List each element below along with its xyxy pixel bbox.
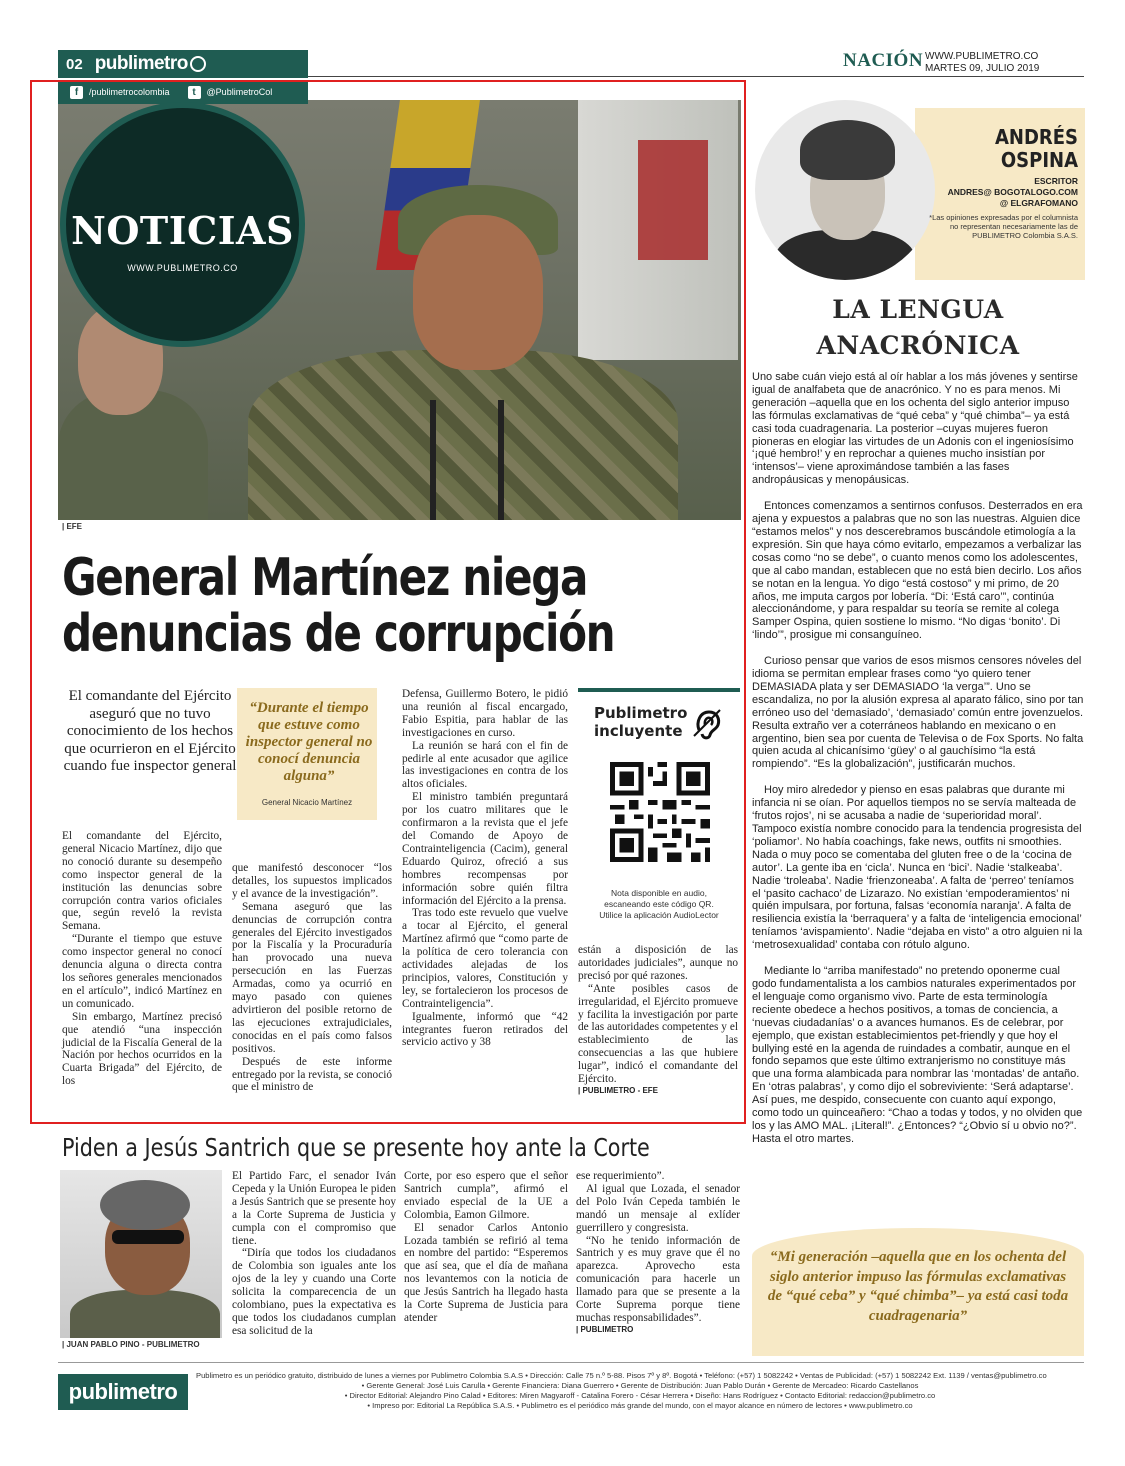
- paragraph: Defensa, Guillermo Botero, le pidió una reunión al fiscal encargado, Fabio Espitia, para hablar de las investigaciones en curso.: [402, 688, 568, 739]
- paragraph: Corte, por eso espero que el señor Santrich cumpla”, afirmó el enviado especial de la UE a Colombia, Eamon Gilmore.: [404, 1170, 568, 1221]
- article-deck: El comandante del Ejército aseguró que no tuvo conocimiento de los hechos que ocurrieron en el Ejército cuando fue inspector general: [63, 688, 237, 774]
- paragraph: “Durante el tiempo que estuve como inspector general no conocí denuncia alguna o directa contra los señores generales mencionados en el artículo”, indicó Martínez en un comunicado.: [62, 933, 222, 1010]
- site-and-date: [925, 51, 1039, 75]
- paragraph: Curioso pensar que varios de esos mismos censores nóveles del idioma se permitan emplear frases como “yo quiero tener DEMASIADA plata y ser DEMASIADO ‘la verga’”. Uno se escandaliza, no por la alusión expresa al aparato fálico, sino por tan erróneo uso del ‘demasiado’, ‘demasiado’ común entre jovenzuelos. Resulta extraño ver a coterráneos hablando en mexicano o en argentino, bien sea por cuenta de Televisa o de Fox Sports. No falta quien acuda al chicanísimo ‘güey’ o al gauchísimo “la está rompiendo”. “Es la globalización”, justificarán muchos.: [752, 655, 1084, 771]
- paragraph: Tras todo este revuelo que vuelve a tocar al Ejército, el general Martínez afirmó que “como parte de la política de cero tolerancia con actividades alejadas de los principios, valores, Constitución y ley, se fortalecieron los procesos de Contrainteligencia”.: [402, 907, 568, 1010]
- author-name: ANDRÉS OSPINA: [994, 125, 1078, 172]
- globe-icon: [190, 56, 206, 72]
- audio-box: [578, 688, 740, 932]
- paragraph: Sin embargo, Martínez precisó que atendió “una inspección judicial de la Fiscalía General de la Nación por hechos ocurridos en la Cuarta Brigada” del Ejército, de los: [62, 1010, 222, 1088]
- paragraph: Hoy miro alrededor y pienso en esas palabras que durante mi infancia ni se oían. Por aquellos tiempos no se servía malteada de ‘frutos rojos’, ni se acusaba a nadie de ‘superioridad moral’. Tampoco existía nombre conocido para la tendencia progresista del ‘poliamor’. No había coachings, fake news, outfits ni smoothies. Nada o muy poco se comentaba del gluten free o de la ‘cocina de autor’. La gente iba en ‘cicla’. Nunca en ‘bici’. Nadie ‘stalkeaba’. Nadie ‘troleaba’. Nadie ‘frienzoneaba’. A falta de ‘perreo’ teníamos el ‘pasito cachaco’ de Lizarazo. No existían ‘empoderamientos’ ni quién impulsara, por fortuna, falsas ‘economía naranja’. A falta de resiliencia existía la ‘berraquera’ y a falta de ‘inteligencia emocional’ teníamos ‘avispamiento’. Nadie “dejaba en visto” a otro alguien ni la ‘metrosexualidad’ contaba con rótulo alguno.: [752, 784, 1083, 952]
- footer-line: • Impreso por: Editorial La República S.A.S. • Publimetro es el periódico más grande del mundo, con el mayor alcance en número de lectores • www.publimetro.co: [367, 1401, 913, 1410]
- publimetro-logo: publimetro: [94, 53, 188, 74]
- badge-url: WWW.PUBLIMETRO.CO: [127, 263, 238, 273]
- section-badge: [60, 102, 305, 347]
- author-disclaimer: *Las opiniones expresadas por el columnista no representan necesariamente las de PUBLIMETRO Colombia S.A.S.: [929, 213, 1078, 240]
- facebook-handle: /publimetrocolombia: [89, 87, 170, 97]
- headline-line-1: General Martínez niega: [62, 548, 588, 608]
- ear-icon: [690, 706, 724, 740]
- story2-credit: | PUBLIMETRO: [576, 1324, 634, 1334]
- footer-logo: publimetro: [58, 1374, 188, 1410]
- paragraph: ese requerimiento”.: [576, 1170, 665, 1182]
- author-twitter: @ ELGRAFOMANO: [999, 198, 1078, 208]
- author-photo: [755, 100, 935, 280]
- author-email: ANDRES@ BOGOTALOGO.COM: [947, 187, 1078, 197]
- story2-column-3: [576, 1170, 740, 1334]
- story2-headline: Piden a Jesús Santrich que se presente hoy ante la Corte: [62, 1133, 650, 1162]
- paragraph: “No he tenido información de Santrich y es muy grave que él no aparezca. Aprovecho esta comunicación para hacerle un llamado para que se presente a la Corte Suprema porque tiene muchas responsabilidades”.: [576, 1234, 740, 1324]
- paragraph: El comandante del Ejército, general Nicacio Martínez, dijo que no conoció durante su desempeño como inspector general de la institución las denuncias sobre corrupción contra varios oficiales que, según reveló la revista Semana.: [62, 830, 222, 933]
- story2-column-2: [404, 1170, 568, 1325]
- story2-column-1: [232, 1170, 396, 1338]
- social-strip: [58, 80, 308, 104]
- article-column-3: [402, 688, 568, 1049]
- pull-quote-box: [237, 688, 377, 820]
- paragraph: La reunión se hará con el fin de pedirle al ente acusador que agilice las investigaciones en contra de los altos oficiales.: [402, 739, 568, 791]
- section-name: NACIÓN: [843, 50, 924, 71]
- paragraph: Entonces comenzamos a sentirnos confusos. Desterrados en era ajena y expuestos a palabras que no son las nuestras. Alguien dice “estamos melos” y nos descerebramos buscándole etimología a la expresión. Sin que haya cómo evitarlo, empezamos a verbalizar las cosas como “no se debe”, o cuanto menos como los adolescentes, que al cabo mandan, establecen que no está bien decirlo. Los años se notan en la lengua. Yo digo “está costoso” y mi primo, de 20 años, me imputa cargos por lobería. “Di: ‘Está caro’”, continúa aleccionándome, y para respaldar su teoría se remite al colega Samper Ospina, quien sostiene lo mismo. “No digas ‘bonito’. Di ‘lindo’”, prosigue mi consanguíneo.: [752, 500, 1083, 642]
- footer-line: Publimetro es un periódico gratuito, distribuido de lunes a viernes por Publimetro Colombia S.A.S • Dirección: Calle 75 n.º 5-88. Pisos 7º y 8º. Bogotá • Teléfono: (+57) 1 5082242 • Ventas de Publicidad: (+57) 1 5082242 Ext. 1139 / ventas@publimetro.co: [196, 1371, 1047, 1380]
- paragraph: Después de este informe entregado por la revista, se conoció que el ministro de: [232, 1055, 392, 1094]
- headline-line-2: denuncias de corrupción: [62, 604, 615, 664]
- paragraph: Uno sabe cuán viejo está al oír hablar a los más jóvenes y sentirse igual de analfabeta que de anacrónico. Y no es para menos. Mi generación –aquella que en los ochenta del siglo anterior impuso las fórmulas exclamativas de “qué ceba” y “qué chimba”– ya está casi toda cuadragenaria. La posterior –cuyas mujeres fueron pioneras en elogiar las virtudes de un Adonis con el ingeniosísimo ‘¡qué hembro!’ y en reprochar a quienes mucho insistían por ‘intensos’– viene aproximándose también a las fases andropáusicas y menopáusicas.: [752, 371, 1078, 487]
- paragraph: que manifestó desconocer “los detalles, los supuestos implicados y el avance de la investigación”.: [232, 862, 392, 900]
- paragraph: Al igual que Lozada, el senador del Polo Iván Cepeda también le mandó un mensaje al exlíder guerrillero y congresista.: [576, 1182, 740, 1234]
- page-number: 02: [66, 55, 83, 73]
- author-role: ESCRITOR ANDRES@ BOGOTALOGO.COM @ ELGRAFOMANO: [920, 176, 1078, 209]
- column-body: [752, 371, 1084, 1159]
- footer-line: • Director Editorial: Alejandro Pino Calad • Editores: Miren Magyaroff - Catalina Forero - César Herrera • Diseño: Hans Rodríguez • Contacto Editorial: redaccion@publimetro.co: [344, 1391, 936, 1400]
- issue-date: MARTES 09, JULIO 2019: [925, 63, 1040, 74]
- paragraph: El senador Carlos Antonio Lozada también se refirió al tema en nombre del partido: “Esperemos que así sea, que el día de mañana nos levantemos con la noticia de que Jesús Santrich ha llegado hasta la Corte Suprema de Justicia para atender: [404, 1221, 568, 1324]
- header-rule: [308, 76, 1084, 77]
- story2-photo-credit: | JUAN PABLO PINO - PUBLIMETRO: [62, 1340, 200, 1349]
- paragraph: “Diría que todos los ciudadanos de Colombia son iguales ante los ojos de la ley y cuando una Corte solicita la comparecencia de un colombiano, pues la expectativa es que todos los ciudadanos cumplan esa solicitud de la: [232, 1247, 396, 1337]
- photo-credit: | EFE: [62, 522, 83, 531]
- story2-photo: [60, 1170, 222, 1338]
- audio-note: Nota disponible en audio, escaneando este código QR. Utilice la aplicación AudioLector: [599, 888, 719, 920]
- paragraph: están a disposición de las autoridades judiciales”, aunque no precisó por qué razones.: [578, 944, 738, 982]
- paragraph: Mediante lo “arriba manifestado” no pretendo oponerme cual godo fundamentalista a los cambios naturales experimentados por el lenguaje como organismo vivo. Parte de esta terminología reciente obedece a hechos positivos, a tomas de conciencia, a ‘nuevas ciudadanías’ o a avances humanos. Es de celebrar, por ejemplo, que existan establecimientos pet-friendly y que hoy el bullying esté en la agenda de ruindades a combatir, aunque en el fondo sepamos que este último extranjerismo no constituye más que una forma alambicada para nombrar las ‘montadas’ de antaño. En ‘otras palabras’, y como dijo el sobreviviente: ‘Será adaptarse’. Así pues, me despido, consecuente con cuanto aquí expongo, como todo un quinceañero: “Chao a todas y todos, y no olviden que los y las AMO MAL. ¡Literal!”. ¿Entonces? “¿Obvio sí u obvio no?”. Hasta el otro martes.: [752, 965, 1083, 1145]
- headline: [62, 550, 674, 662]
- site-url: WWW.PUBLIMETRO.CO: [925, 51, 1039, 62]
- column-pull-quote: “Mi generación –aquella que en los ochenta del siglo anterior impuso las fórmulas exclamativas de “qué ceba” y “qué chimba”– ya está casi toda cuadragenaria”: [767, 1249, 1069, 1324]
- twitter-handle: @PublimetroCol: [206, 87, 273, 97]
- paragraph: “Ante posibles casos de irregularidad, el Ejército promueve y facilita la investigación por parte de las autoridades competentes y el establecimiento de las consecuencias a las que hubiere lugar”, indicó el comandante del Ejército.: [578, 982, 738, 1086]
- paragraph: El Partido Farc, el senador Iván Cepeda y la Unión Europea le piden a Jesús Santrich que se presente hoy a la Corte Suprema de Justicia y cumpla con el compromiso que tiene.: [232, 1170, 396, 1247]
- audio-title: Publimetro incluyente: [594, 704, 688, 740]
- footer-line: • Gerente General: José Luis Carulla • Gerente Financiera: Diana Guerrero • Gerente de Distribución: Juan Pablo Durán • Gerente de Mercadeo: Ricardo Castellanos: [361, 1381, 919, 1390]
- paragraph: Semana aseguró que las denuncias de corrupción contra generales del Ejército investigados por la Fiscalía y la Procuraduría han provocado una nueva persecución en las Fuerzas Armadas, como ya ocurrió en mayo pasado con quienes advirtieron del posible retorno de las ejecuciones extrajudiciales, conocidas en el país como falsos positivos.: [232, 900, 392, 1055]
- column-pull-quote-box: [752, 1228, 1084, 1356]
- article-column-4: [578, 944, 738, 1095]
- qr-code-icon[interactable]: [610, 762, 710, 862]
- footer-rule: [58, 1362, 1084, 1363]
- article-column-2: [232, 862, 392, 1094]
- pull-quote: “Durante el tiempo que estuve como inspector general no conocí denuncia alguna”: [245, 700, 373, 784]
- article-column-1: [62, 830, 222, 1088]
- pull-quote-author: General Nicacio Martínez: [261, 798, 353, 807]
- page-header-bar: [58, 50, 308, 78]
- facebook-icon: f: [70, 86, 83, 99]
- footer-imprint: [196, 1371, 1084, 1411]
- paragraph: El ministro también preguntará por los cuatro militares que le confirmaron a la revista que el jefe del Comando de Apoyo de Contrainteligencia (Cacim), general Eduardo Quiroz, ofreció a sus hombres recompensas por información sobre quién filtra información del Ejército a la prensa.: [402, 791, 568, 907]
- column-title: LA LENGUA ANACRÓNICA: [816, 295, 1020, 360]
- paragraph: Igualmente, informó que “42 integrantes fueron retirados del servicio activo y 38: [402, 1010, 568, 1049]
- twitter-icon: t: [188, 86, 201, 99]
- article-credit: | PUBLIMETRO - EFE: [578, 1085, 659, 1095]
- badge-title: NOTICIAS: [71, 208, 294, 253]
